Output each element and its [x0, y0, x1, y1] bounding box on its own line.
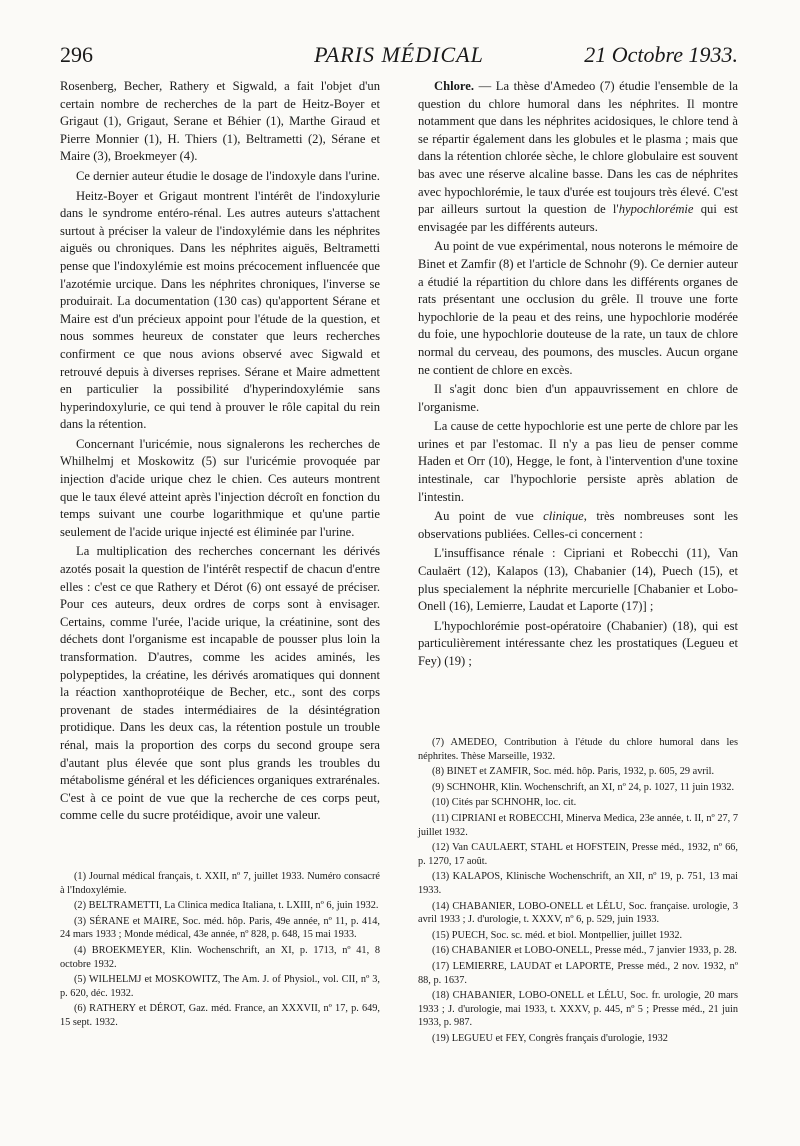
text-run: , très nombreuses sont les observations publiées. Celles-ci concernent : [418, 509, 738, 541]
footnote: (19) LEGUEU et FEY, Congrès français d'urologie, 1932 [432, 1032, 668, 1044]
paragraph: Concernant l'uricémie, nous signalerons les recherches de Whilhelmj et Moskowitz (5) sur l'uricémie provoquée par injection d'acide urique chez le chien. Ces auteurs montrent que le taux élevé atteint après l'injection décroît en fonction du temps suivant une courbe logarithmique et qu'une partie seulement de l'acide urique injecté est éliminée par l'urine. [60, 436, 380, 539]
footnote: (6) RATHERY et DÉROT, Gaz. méd. France, an XXXVII, nº 17, p. 649, 15 sept. 1932. [60, 1003, 380, 1028]
paragraph: La multiplication des recherches concernant les dérivés azotés posait la question de l'intérêt respectif de chacun d'entre elles : c'est ce que Rathery et Dérot (6) ont essayé de préciser. Pour ces auteurs, deux ordres de corps sont à envisager. Certains, comme l'urée, l'acide urique, la créatinine, sont des déchets dont l'organisme est incapable de pousser plus loin la transformation. D'autres, comme les acides aminés, les polypeptides, la créatine, les dérivés aromatiques qui donnent la réaction xanthoprotéique de Becher, etc., sont des corps provenant de stades intermédiaires de la désintégration protidique. Dans les deux cas, la rétention postule un trouble rénal, mais la proportion des corps du second groupe sera d'autant plus élevée que sont plus grands les troubles du métabolisme général et les déficiences organiques extrarénales. C'est à ce point de vue que la recherche de ces corps peut, comme celle du sucre protéidique, avoir une valeur. [60, 544, 380, 823]
text-run-italic: hypochlorémie [618, 202, 694, 217]
text-run-italic: clinique [543, 509, 584, 524]
text-run: — La thèse d'Amedeo (7) étudie l'ensemble de la question du chlore humoral dans les néphrites. Il montre notamment que dans les néphrites acidosiques, le chlore tend à se répartir également dans les globules et le plasma ; mais que dans la rétention chlorée sèche, le chlore globulaire est souvent bas avec une réserve alcaline basse. Dans les cas de néphrites avec hypochlorémie, le taux d'urée est toujours très élevé. C'est par ailleurs surtout la question de l' [418, 79, 738, 217]
footnote: (2) BELTRAMETTI, La Clinica medica Italiana, t. LXIII, nº 6, juin 1932. [74, 900, 379, 912]
left-column [60, 78, 380, 825]
footnote: (8) BINET et ZAMFIR, Soc. méd. hôp. Paris, 1932, p. 605, 29 avril. [432, 766, 715, 778]
footnote: (12) Van CAULAERT, STAHL et HOFSTEIN, Presse méd., 1932, nº 66, p. 1270, 17 août. [418, 842, 738, 867]
footnote: (15) PUECH, Soc. sc. méd. et biol. Montpellier, juillet 1932. [432, 929, 683, 941]
page-header [60, 42, 738, 74]
journal-title: PARIS MÉDICAL [314, 42, 484, 67]
footnote: (5) WILHELMJ et MOSKOWITZ, The Am. J. of Physiol., vol. CII, nº 3, p. 620, déc. 1932. [60, 974, 380, 999]
footnote: (13) KALAPOS, Klinische Wochenschrift, an XII, nº 19, p. 751, 13 mai 1933. [418, 871, 738, 896]
footnote: (18) CHABANIER, LOBO-ONELL et LÉLU, Soc. fr. urologie, 20 mars 1933 ; J. d'urologie, mai 1933, t. XXXV, p. 445, nº 5 ; Presse méd., 21 juin 1933, p. 987. [418, 990, 738, 1029]
paragraph: La cause de cette hypochlorie est une perte de chlore par les urines et par l'estomac. Il n'y a pas lieu de penser comme Haden et Orr (10), Hegge, le font, à l'intervention d'une toxine intestinale, car l'hypochlorie persiste après ablation de l'intestin. [418, 419, 738, 504]
footnote: (9) SCHNOHR, Klin. Wochenschrift, an XI, nº 24, p. 1027, 11 juin 1932. [432, 781, 735, 793]
page-number: 296 [60, 42, 93, 67]
issue-date: 21 Octobre 1933. [584, 42, 738, 67]
footnote: (4) BROEKMEYER, Klin. Wochenschrift, an XI, p. 1713, nº 41, 8 octobre 1932. [60, 944, 380, 970]
text-run: qui est envisagée par les différents auteurs. [418, 202, 738, 234]
section-heading-chlore: Chlore. [434, 79, 474, 93]
paragraph: L'hypochlorémie post-opératoire (Chabanier) (18), qui est particulièrement intéressante chez les prostatiques (Legueu et Fey) (19) ; [418, 618, 738, 668]
footnote: (1) Journal médical français, t. XXII, nº 7, juillet 1933. Numéro consacré à l'Indoxylémie. [60, 871, 380, 896]
footnotes-left [60, 870, 380, 1032]
paragraph: Ce dernier auteur étudie le dosage de l'indoxyle dans l'urine. [76, 168, 380, 183]
footnote: (7) AMEDEO, Contribution à l'étude du chlore humoral dans les néphrites. Thèse Marseille, 1932. [418, 737, 738, 762]
footnote: (10) Cités par SCHNOHR, loc. cit. [432, 797, 577, 809]
footnote: (16) CHABANIER et LOBO-ONELL, Presse méd., 7 janvier 1933, p. 28. [432, 945, 737, 957]
paragraph: Il s'agit donc bien d'un appauvrissement en chlore de l'organisme. [418, 382, 738, 414]
text-run: Au point de vue [434, 509, 544, 524]
footnotes-right [418, 736, 738, 1047]
paragraph: Heitz-Boyer et Grigaut montrent l'intérêt de l'indoxylurie dans le syndrome entéro-rénal. Les autres auteurs s'attachent surtout à préciser la valeur de l'indoxylémie dans les néphrites aiguës ou chroniques. Dans les néphrites aiguës, Beltrametti pense que l'indoxylémie est moins précocement influencée que l'azotémie urcique. Dans les néphrites chroniques, l'inverse se produirait. La documentation (130 cas) qu'apportent Sérane et Maire est d'un précieux appoint pour l'étude de la question, et nous sommes heureux de constater que leurs recherches confirment ce que nous avions observé avec Sigwald et retrouvé depuis à diverses reprises. Sérane et Maire admettent en particulier la possibilité d'hyperindoxylémie sans hyperindoxylurie, ce qui tend à prouver le rôle capital du rein dans la rétention. [60, 188, 380, 432]
footnote: (11) CIPRIANI et ROBECCHI, Minerva Medica, 23e année, t. II, nº 27, 7 juillet 1932. [418, 812, 738, 838]
footnote: (3) SÉRANE et MAIRE, Soc. méd. hôp. Paris, 49e année, nº 11, p. 414, 24 mars 1933 ; Monde médical, 43e année, nº 828, p. 648, 15 mai 1933. [60, 915, 380, 941]
paragraph: Rosenberg, Becher, Rathery et Sigwald, a fait l'objet d'un certain nombre de recherches de la part de Heitz-Boyer et Grigaut (1), Grigaut, Serane et Béhier (1), Marthe Giraud et Pierre Monnier (1), H. Thiers (1), Beltrametti (2), Sérane et Maire (3), Broekmeyer (4). [60, 79, 380, 164]
right-column [418, 78, 738, 671]
paragraph: Au point de vue expérimental, nous noterons le mémoire de Binet et Zamfir (8) et l'article de Schnohr (9). Ce dernier auteur a étudié la répartition du chlore dans les différents organes de rats présentant une occlusion du grêle. Il trouve une forte hypochlorie de la peau et des reins, une hypochlorie modérée du foie, une hypochlorie douteuse de la rate, un taux de chlore normal du cerveau, des poumons, des muscles. Aucun organe ne contient de chlore en excès. [418, 239, 738, 377]
paragraph: L'insuffisance rénale : Cipriani et Robecchi (11), Van Caulaërt (12), Kalapos (13), Chabanier (14), Puech (15), et plus specialement la néphrite mercurielle [Chabanier et Lobo-Onell (16), Lemierre, Laudat et Laporte (17)] ; [418, 546, 738, 614]
footnote: (14) CHABANIER, LOBO-ONELL et LÉLU, Soc. française. urologie, 3 avril 1933 ; J. d'urologie, t. XXXV, nº 6, p. 529, juin 1933. [418, 900, 738, 926]
footnote: (17) LEMIERRE, LAUDAT et LAPORTE, Presse méd., 2 nov. 1932, nº 88, p. 1637. [418, 960, 738, 986]
paragraph-chlore [418, 78, 738, 236]
paragraph [418, 508, 738, 543]
